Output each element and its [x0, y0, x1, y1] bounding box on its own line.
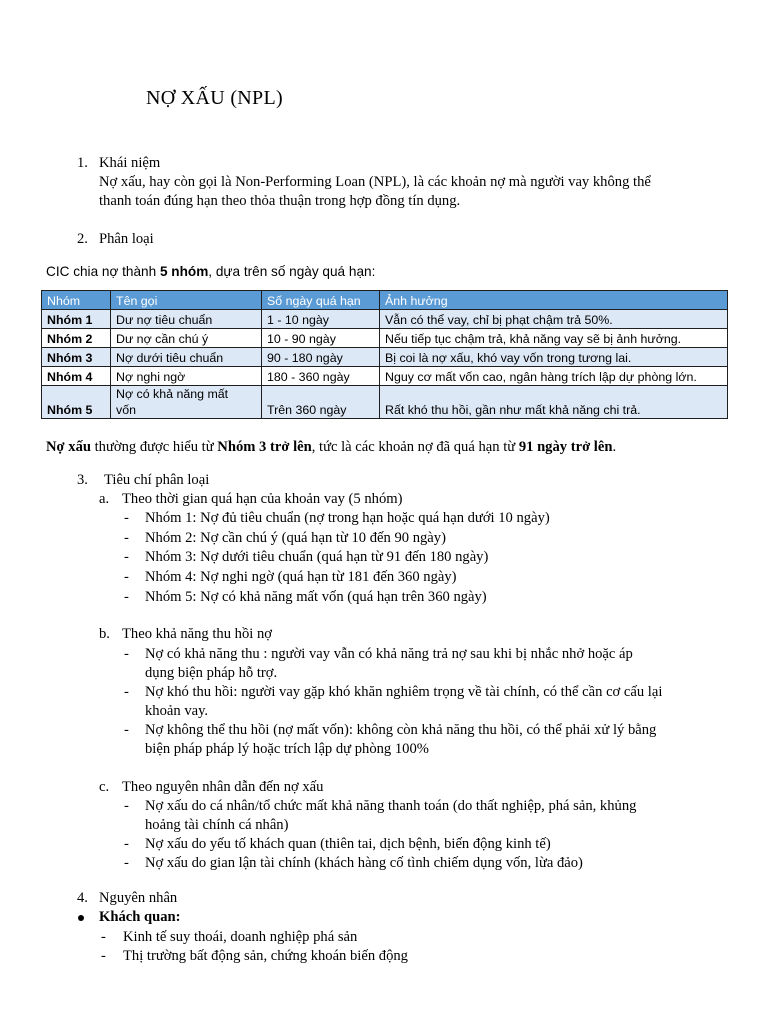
list-item-continuation: biện pháp pháp lý hoặc trích lập dự phòng 100%: [145, 741, 429, 757]
list-item: Nhóm 2: Nợ cần chú ý (quá hạn từ 10 đến 90 ngày): [145, 530, 446, 546]
list-item: Nhóm 4: Nợ nghi ngờ (quá hạn từ 181 đến 360 ngày): [145, 569, 457, 585]
dash-marker: -: [124, 569, 129, 585]
table-cell: 180 - 360 ngày: [262, 367, 380, 386]
section-1-heading: Khái niệm: [99, 155, 161, 171]
table-cell: Nhóm 3: [42, 348, 111, 367]
table-header-cell: Tên gọi: [111, 291, 262, 310]
dash-marker: -: [124, 589, 129, 605]
table-cell: Dư nợ tiêu chuẩn: [111, 310, 262, 329]
list-item: Nợ có khả năng thu : người vay vẫn có khả năng trả nợ sau khi bị nhắc nhở hoặc áp: [145, 646, 633, 662]
section-2-heading: Phân loại: [99, 231, 154, 247]
dash-marker: -: [124, 855, 129, 871]
table-cell: Nhóm 4: [42, 367, 111, 386]
list-item-continuation: khoản vay.: [145, 703, 209, 719]
list-item-continuation: dụng biện pháp hỗ trợ.: [145, 665, 278, 681]
list-item: Nhóm 3: Nợ dưới tiêu chuẩn (quá hạn từ 91 đến 180 ngày): [145, 549, 489, 565]
dash-marker: -: [124, 798, 129, 814]
section-1-number: 1.: [77, 155, 88, 171]
table-cell: Vẫn có thể vay, chỉ bị phạt chậm trả 50%.: [380, 310, 728, 329]
bullet-icon: [78, 915, 84, 921]
table-header-cell: Nhóm: [42, 291, 111, 310]
table-row: [42, 310, 728, 329]
table-header-row: [42, 291, 728, 310]
section-2-intro: [46, 262, 375, 281]
section-3a-label: a.: [99, 491, 110, 507]
dash-marker: -: [124, 549, 129, 565]
table-cell: Nợ dưới tiêu chuẩn: [111, 348, 262, 367]
section-4-heading: Nguyên nhân: [99, 890, 178, 906]
list-item-continuation: hoảng tài chính cá nhân): [145, 817, 289, 833]
section-4-subheading: Khách quan:: [99, 909, 181, 925]
table-cell: Bị coi là nợ xấu, khó vay vốn trong tương lai.: [380, 348, 728, 367]
intro-text: CIC chia nợ thành: [46, 264, 160, 279]
list-item: Nợ xấu do yếu tố khách quan (thiên tai, dịch bệnh, biến động kinh tế): [145, 836, 551, 852]
summary-bold-3: 91 ngày trở lên: [518, 439, 613, 455]
dash-marker: -: [124, 684, 129, 700]
intro-bold: 5 nhóm: [159, 264, 209, 279]
section-1-text-line-1: Nợ xấu, hay còn gọi là Non-Performing Loan (NPL), là các khoản nợ mà người vay không thể: [99, 174, 651, 190]
table-cell: [111, 386, 262, 419]
dash-marker: -: [124, 530, 129, 546]
table-row: [42, 329, 728, 348]
table-cell: Nguy cơ mất vốn cao, ngân hàng trích lập dự phòng lớn.: [380, 367, 728, 386]
table-cell: 90 - 180 ngày: [262, 348, 380, 367]
table-row: [42, 386, 728, 419]
list-item: Kinh tế suy thoái, doanh nghiệp phá sản: [123, 929, 358, 945]
section-3-heading: Tiêu chí phân loại: [104, 472, 210, 488]
table-cell: Nhóm 2: [42, 329, 111, 348]
table-cell: Trên 360 ngày: [262, 386, 380, 419]
table-cell: Nhóm 1: [42, 310, 111, 329]
summary-text-3: .: [612, 439, 617, 455]
summary-text-1: thường được hiểu từ: [90, 439, 218, 455]
section-3b-label: b.: [99, 626, 110, 642]
summary-bold-1: Nợ xấu: [46, 439, 91, 455]
table-cell: Dư nợ cần chú ý: [111, 329, 262, 348]
table-cell: 10 - 90 ngày: [262, 329, 380, 348]
intro-text-end: , dựa trên số ngày quá hạn:: [208, 264, 376, 279]
table-header-cell: Ảnh hưởng: [380, 291, 728, 310]
npl-group-table: [41, 290, 728, 419]
dash-marker: -: [101, 948, 106, 964]
list-item: Nợ xấu do gian lận tài chính (khách hàng cố tình chiếm dụng vốn, lừa đảo): [145, 855, 583, 871]
dash-marker: -: [101, 929, 106, 945]
section-1-text-line-2: thanh toán đúng hạn theo thỏa thuận trong hợp đồng tín dụng.: [99, 193, 461, 209]
list-item: Nhóm 1: Nợ đủ tiêu chuẩn (nợ trong hạn hoặc quá hạn dưới 10 ngày): [145, 510, 550, 526]
section-2-number: 2.: [77, 231, 88, 247]
table-row: [42, 348, 728, 367]
summary-bold-2: Nhóm 3 trở lên: [217, 439, 312, 455]
table-cell-text: Nợ có khả năng mất vốn: [116, 387, 229, 417]
table-header-cell: Số ngày quá hạn: [262, 291, 380, 310]
list-item: Nợ không thể thu hồi (nợ mất vốn): không còn khả năng thu hồi, có thể phải xử lý bằng: [145, 722, 657, 738]
section-3-number: 3.: [77, 472, 88, 488]
summary-text-2: , tức là các khoản nợ đã quá hạn từ: [311, 439, 519, 455]
list-item: Nợ khó thu hồi: người vay gặp khó khăn nghiêm trọng về tài chính, có thể cần cơ cấu lại: [145, 684, 663, 700]
section-3b-heading: Theo khả năng thu hồi nợ: [122, 626, 272, 642]
summary-paragraph: [46, 438, 616, 457]
section-3a-heading: Theo thời gian quá hạn của khoản vay (5 nhóm): [122, 491, 403, 507]
table-cell: Nếu tiếp tục chậm trả, khả năng vay sẽ bị ảnh hưởng.: [380, 329, 728, 348]
table-cell: Rất khó thu hồi, gần như mất khả năng chi trả.: [380, 386, 728, 419]
list-item: Thị trường bất động sản, chứng khoán biến động: [123, 948, 408, 964]
section-4-number: 4.: [77, 890, 88, 906]
dash-marker: -: [124, 836, 129, 852]
list-item: Nhóm 5: Nợ có khả năng mất vốn (quá hạn trên 360 ngày): [145, 589, 487, 605]
table-cell: Nhóm 5: [42, 386, 111, 419]
section-3c-heading: Theo nguyên nhân dẫn đến nợ xấu: [122, 779, 324, 795]
page-title: NỢ XẤU (NPL): [146, 87, 283, 109]
dash-marker: -: [124, 510, 129, 526]
list-item: Nợ xấu do cá nhân/tổ chức mất khả năng thanh toán (do thất nghiệp, phá sản, khủng: [145, 798, 637, 814]
section-3c-label: c.: [99, 779, 110, 795]
dash-marker: -: [124, 722, 129, 738]
dash-marker: -: [124, 646, 129, 662]
table-row: [42, 367, 728, 386]
table-cell: Nợ nghi ngờ: [111, 367, 262, 386]
table-cell: 1 - 10 ngày: [262, 310, 380, 329]
